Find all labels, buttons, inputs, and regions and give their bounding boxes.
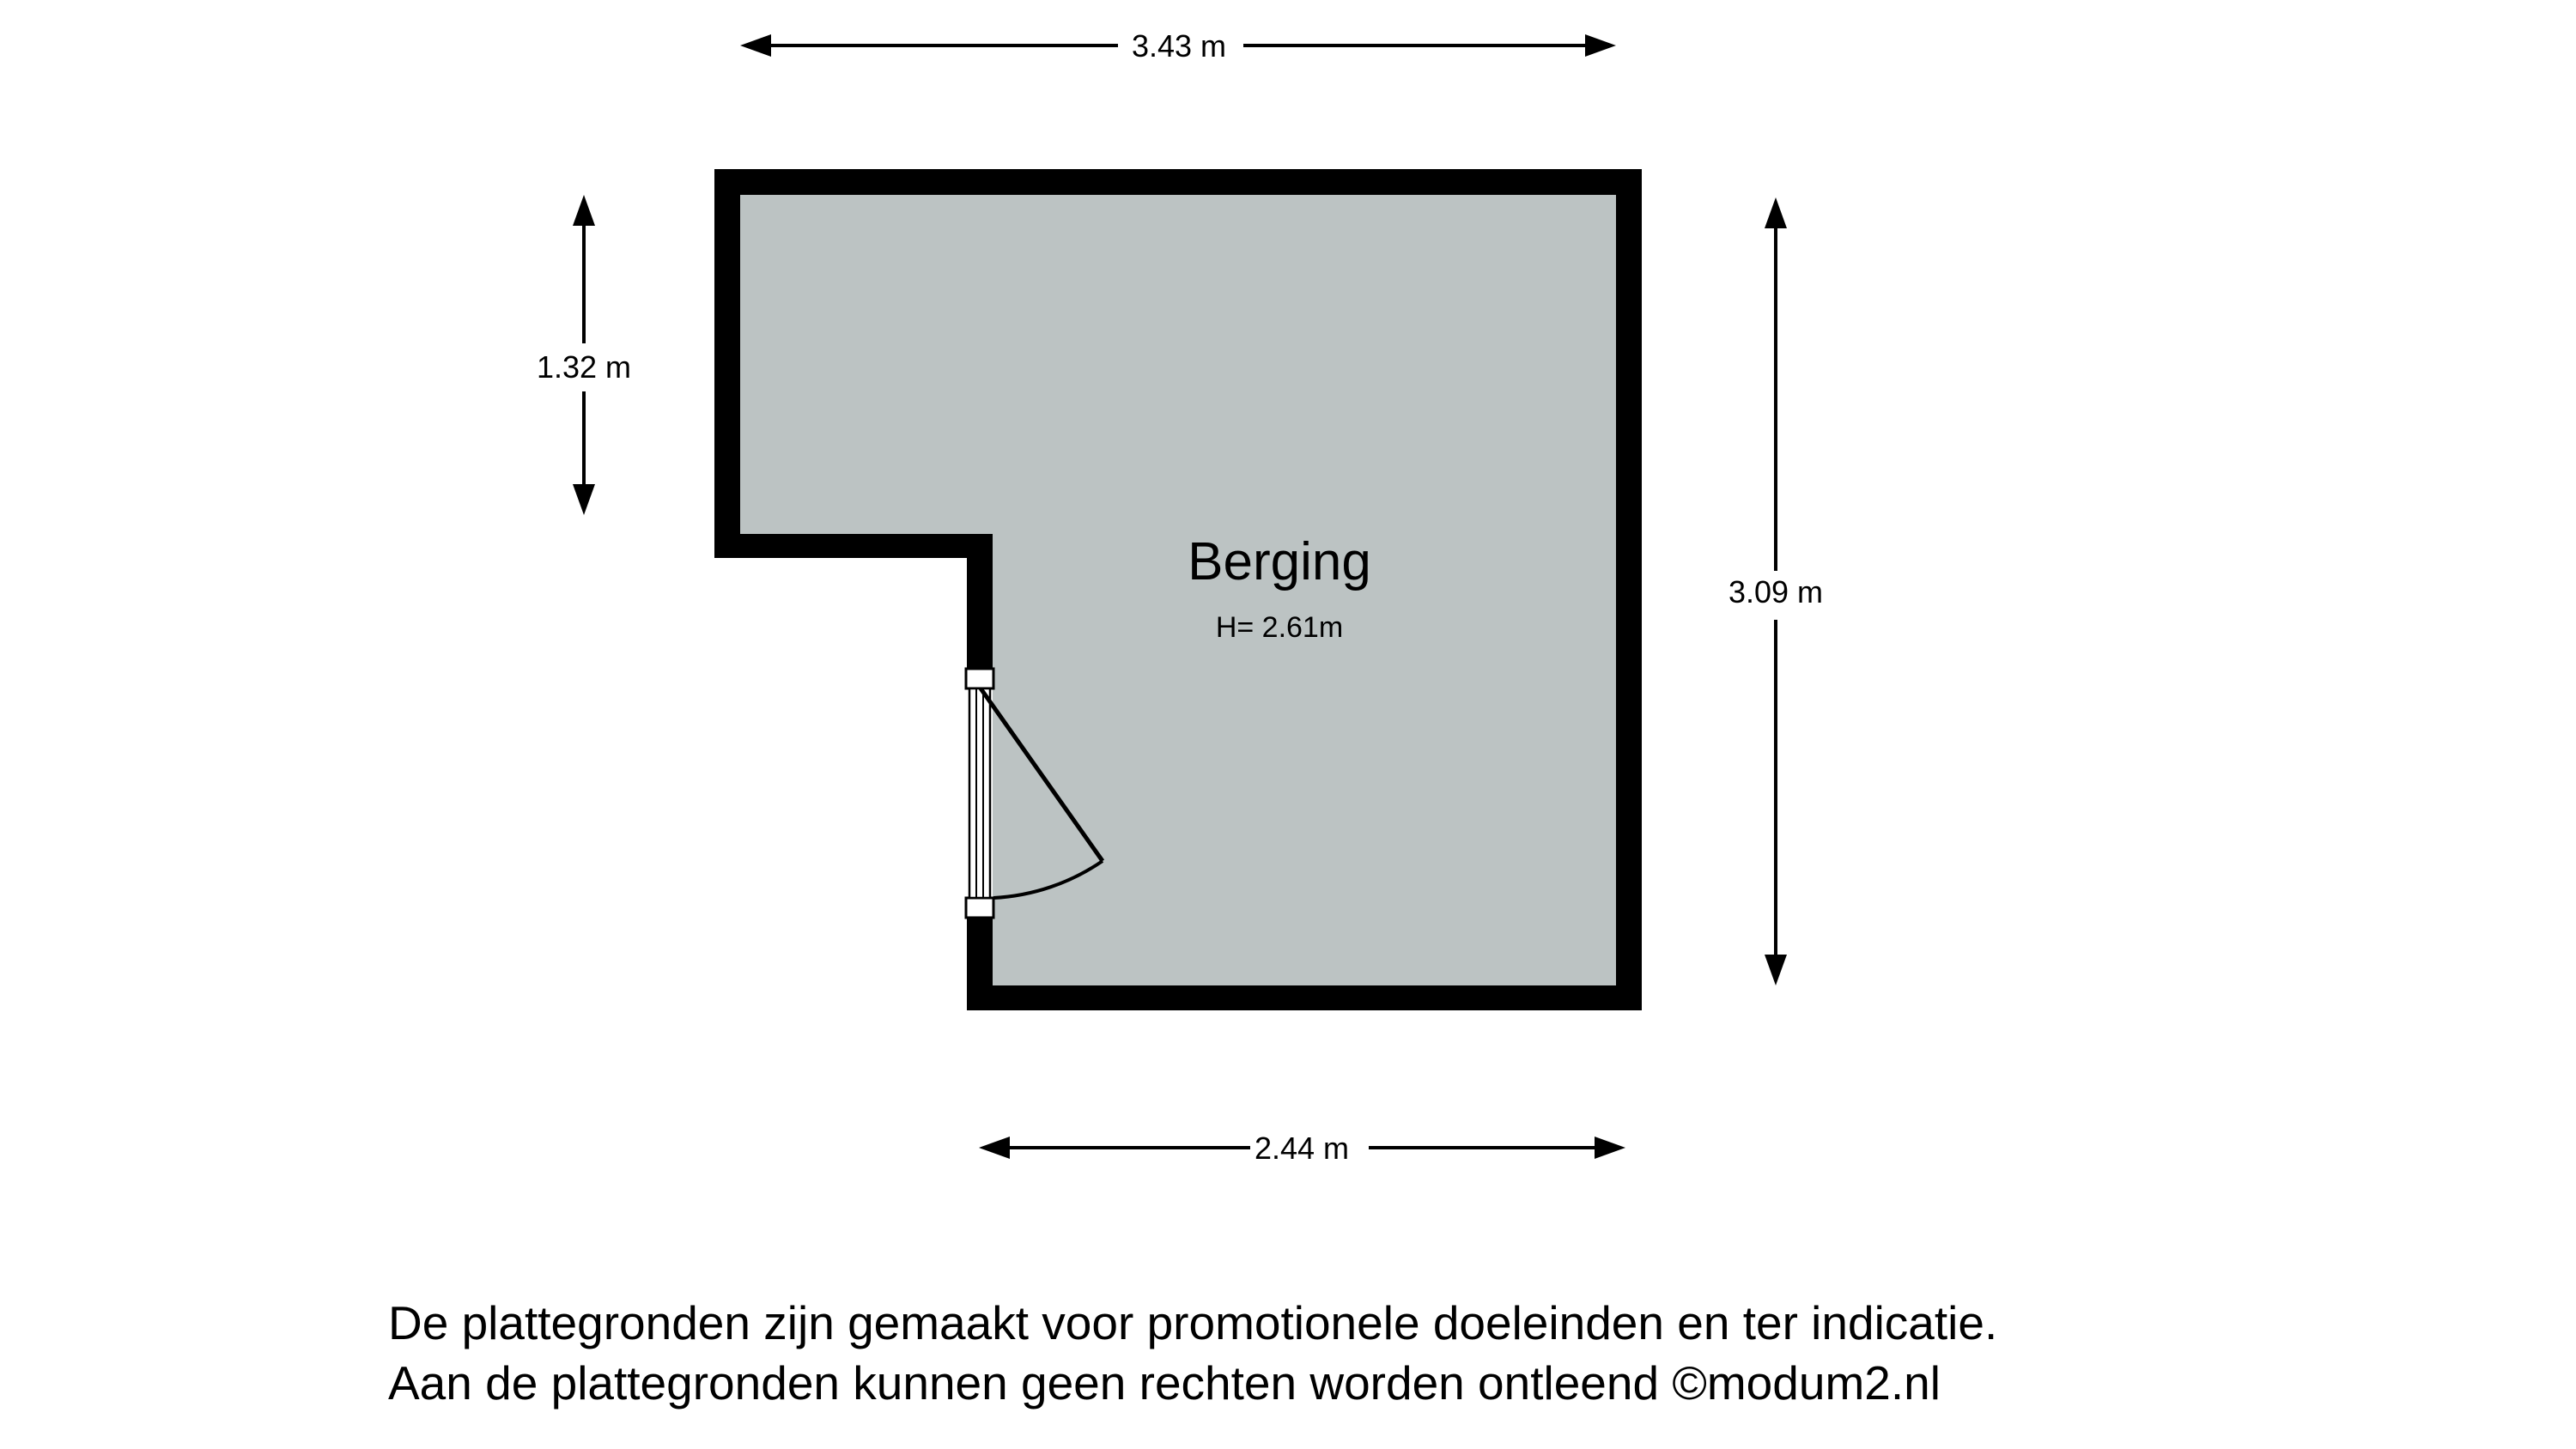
room-name-label: Berging bbox=[1188, 532, 1371, 591]
dimension-left bbox=[537, 195, 631, 515]
room-floor bbox=[740, 195, 1616, 985]
disclaimer bbox=[388, 1293, 1997, 1413]
door-jamb-top bbox=[966, 669, 993, 688]
dimension-top bbox=[740, 28, 1616, 64]
dimension-top-label: 3.43 m bbox=[1131, 28, 1227, 64]
dimension-right bbox=[1728, 197, 1823, 985]
disclaimer-line-1: De plattegronden zijn gemaakt voor promotionele doeleinden en ter indicatie. bbox=[388, 1296, 1998, 1349]
dimension-bottom bbox=[979, 1131, 1625, 1166]
door-slab bbox=[969, 688, 990, 898]
dimension-right-label: 3.09 m bbox=[1728, 574, 1824, 609]
disclaimer-line-2: Aan de plattegronden kunnen geen rechten worden ontleend ©modum2.nl bbox=[388, 1356, 1941, 1410]
dimension-left-label: 1.32 m bbox=[536, 349, 632, 385]
door-jamb-bottom bbox=[966, 898, 993, 918]
room-height-label: H= 2.61m bbox=[1215, 611, 1344, 644]
dimension-bottom-label: 2.44 m bbox=[1254, 1131, 1350, 1166]
